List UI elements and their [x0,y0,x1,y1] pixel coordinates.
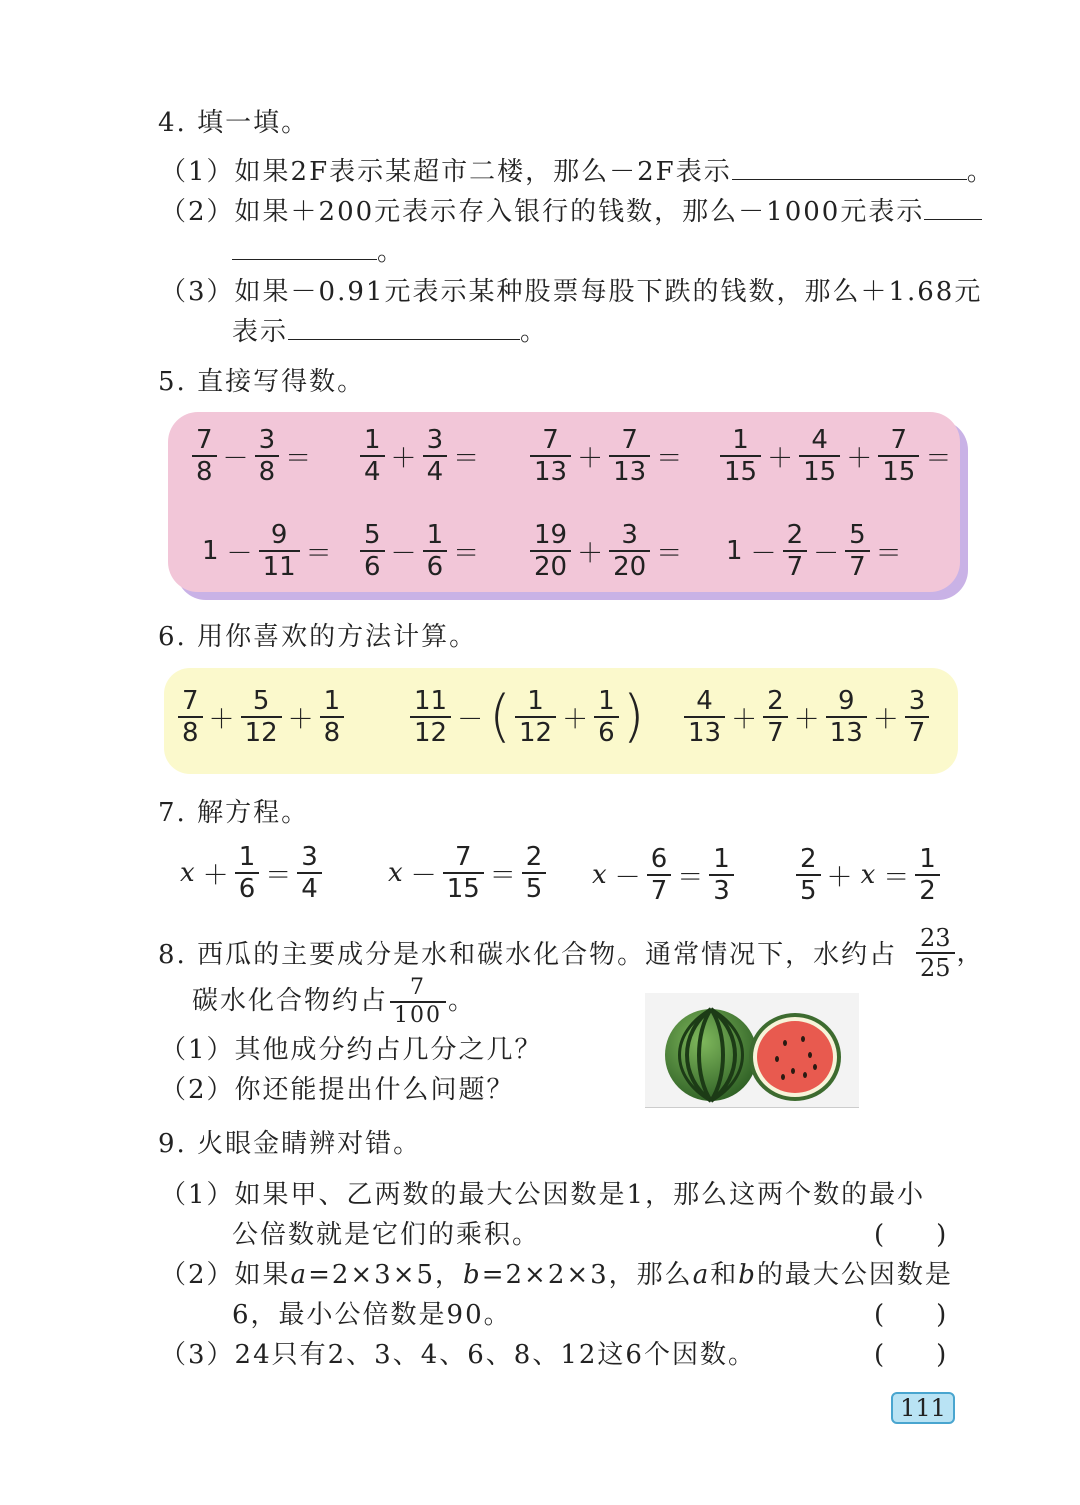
math-symbol: － [457,704,484,735]
fraction-denominator: 7 [849,552,866,582]
fraction-denominator: 13 [688,718,722,748]
fraction [647,844,672,906]
math-symbol: ＋ [577,538,604,569]
math-symbol: ) [622,684,645,749]
fraction [235,842,260,904]
q7-eq4 [794,844,942,906]
math-symbol: － [614,862,641,893]
q4-item-1 [160,152,995,192]
fraction [796,844,821,906]
q5-r2-e4 [722,520,906,582]
math-symbol: 1 [726,536,743,566]
q5-r1-e1 [190,425,315,487]
fraction [255,425,280,487]
math-symbol: － [390,538,417,569]
fraction [720,425,761,487]
math-symbol: ＝ [656,538,683,569]
page-number: 111 [891,1392,955,1424]
fraction [423,520,448,582]
fraction [410,686,451,748]
fraction [530,520,571,582]
q5-r2-e2 [358,520,483,582]
q6-e1 [176,686,346,748]
q4-item-3-text: 如果－0.91元表示某种股票每股下跌的钱数，那么＋1.68元 [234,277,983,307]
fraction-numerator: 5 [845,520,870,552]
q4-item-1-end: 。 [966,157,995,187]
fraction [241,686,282,748]
fraction-denominator: 7 [908,718,926,748]
q4-item-2-end: 。 [377,237,406,267]
q7-eq1 [176,842,324,904]
fraction-denominator: 8 [182,718,199,748]
fraction-numerator: 23 [916,924,955,954]
fraction [609,520,650,582]
q5-title: 5. 直接写得数。 [158,367,366,397]
fraction [192,425,217,487]
math-symbol: ＝ [656,443,683,474]
fraction-denominator: 4 [301,874,318,904]
math-symbol: ＝ [883,862,910,893]
q5-r2-e3 [528,520,686,582]
fraction-denominator: 6 [364,552,381,582]
watermelon-image [645,993,859,1108]
q4-item-3-label: （3） [160,277,235,307]
fraction-numerator: 1 [720,425,761,457]
fraction-numerator: 1 [594,686,619,718]
q5-r2-e1 [198,520,336,582]
q5-r1-e3 [528,425,686,487]
q4-item-2-text: 如果＋200元表示存入银行的钱数，那么－1000元表示 [234,197,925,227]
fraction-numerator: 1 [235,842,260,874]
fraction-numerator: 1 [320,686,345,718]
fraction [522,842,547,904]
fraction-denominator: 3 [713,876,730,906]
fraction-numerator: 7 [443,842,484,874]
fraction-denominator: 6 [598,718,615,748]
q8-carb-fraction [390,975,446,1029]
fraction [799,425,840,487]
math-symbol: ＋ [208,704,235,735]
fraction-numerator: 19 [530,520,571,552]
fraction-numerator: 7 [390,975,446,1003]
fraction-denominator: 100 [394,1003,443,1028]
fraction [530,425,571,487]
fraction-denominator: 15 [724,457,758,487]
q4-item-3-text2: 表示 [232,317,289,347]
math-symbol: x [180,858,195,888]
math-symbol: ＝ [925,443,952,474]
q6-title: 6. 用你喜欢的方法计算。 [158,622,478,652]
fraction [443,842,484,904]
fraction-numerator: 7 [178,686,203,718]
fraction [905,686,930,748]
fraction [297,842,322,904]
math-symbol: ＋ [577,443,604,474]
q4-item-1-label: （1） [160,157,235,187]
fraction-denominator: 5 [525,874,543,904]
fraction-numerator: 2 [783,520,808,552]
fraction [259,520,300,582]
fraction-denominator: 13 [829,718,863,748]
fraction-denominator: 13 [613,457,647,487]
fraction-numerator: 3 [423,425,448,457]
fraction [915,844,940,906]
fraction-denominator: 15 [882,457,916,487]
math-symbol: ＋ [793,704,820,735]
fraction-denominator: 4 [426,457,444,487]
fraction-numerator: 2 [763,686,788,718]
math-symbol: － [750,538,777,569]
fraction [320,686,345,748]
fraction-denominator: 8 [323,718,341,748]
fraction-numerator: 1 [915,844,940,876]
fraction-denominator: 4 [364,457,381,487]
fraction [178,686,203,748]
fraction-numerator: 2 [796,844,821,876]
math-symbol: ＋ [287,704,314,735]
math-symbol: ＝ [265,860,292,891]
fraction [845,520,870,582]
fraction [515,686,556,748]
q8-line1: 8. 西瓜的主要成分是水和碳水化合物。通常情况下，水约占 [158,940,898,970]
fraction-numerator: 3 [297,842,322,874]
fraction-denominator: 11 [262,552,296,582]
q9-item-1a: （1）如果甲、乙两数的最大公因数是1，那么这两个数的最小 [160,1180,926,1210]
fraction-numerator: 9 [259,520,300,552]
fraction [609,425,650,487]
q9-item-1b: 公倍数就是它们的乘积。 [232,1220,541,1250]
fraction-numerator: 9 [826,686,867,718]
q9-item-2a: （2）如果a=2×3×5，b=2×2×3，那么a和b的最大公因数是 [160,1260,953,1290]
math-symbol: ＝ [453,538,480,569]
math-symbol: 1 [202,536,219,566]
fraction-denominator: 2 [919,876,936,906]
q4-item-2 [160,192,982,232]
fraction [594,686,619,748]
fraction-numerator: 5 [241,686,282,718]
answer-paren[interactable]: ( ) [874,1220,947,1250]
answer-blank[interactable] [924,193,982,220]
fraction-numerator: 7 [192,425,217,457]
fraction [360,520,385,582]
fraction-numerator: 5 [360,520,385,552]
math-symbol: ＝ [875,538,902,569]
q4-title: 4. 填一填。 [158,108,310,138]
q8-water-fraction: $\frac{23}{25}$ ， [914,924,985,982]
q5-r1-e4 [718,425,955,487]
fraction-numerator: 3 [255,425,280,457]
q9-item-2b: 6，最小公倍数是90。 [232,1300,512,1330]
math-symbol: ＝ [677,862,704,893]
q9-item-3: （3）24只有2、3、4、6、8、12这6个因数。 [160,1340,756,1370]
fraction-numerator: 1 [360,425,385,457]
math-symbol: ＋ [390,443,417,474]
math-symbol: － [226,538,253,569]
fraction [826,686,867,748]
q4-item-1-text: 如果2F表示某超市二楼，那么－2F表示 [234,157,732,187]
fraction-denominator: 15 [446,874,480,904]
fraction [684,686,725,748]
fraction-denominator: 15 [803,457,837,487]
fraction [878,425,919,487]
fraction-numerator: 3 [905,686,930,718]
fraction-denominator: 8 [196,457,213,487]
fraction [423,425,448,487]
q4-item-2-label: （2） [160,197,235,227]
fraction-numerator: 7 [530,425,571,457]
math-symbol: － [222,443,249,474]
fraction [763,686,788,748]
math-symbol: ＋ [731,704,758,735]
fraction-numerator: 1 [423,520,448,552]
fraction-denominator: 12 [244,718,278,748]
q4-item-3-cont [232,312,548,352]
fraction-numerator: 11 [410,686,451,718]
math-symbol: ＋ [767,443,794,474]
q4-item-2-cont [232,232,405,272]
math-symbol: ＝ [305,538,332,569]
math-symbol: ＝ [285,443,312,474]
fraction-denominator: 20 [613,552,647,582]
fraction-numerator: 4 [799,425,840,457]
math-symbol: ( [489,684,511,749]
q9-title: 9. 火眼金睛辨对错。 [158,1129,422,1159]
math-symbol: x [860,860,876,890]
fraction-denominator: 20 [534,552,568,582]
fraction [916,924,955,982]
fraction-denominator: 7 [786,552,804,582]
fraction-denominator: 7 [650,876,668,906]
q8-sub1: （1）其他成分约占几分之几？ [160,1035,543,1065]
fraction-denominator: 6 [238,874,256,904]
q6-e3 [682,686,931,748]
fraction-denominator: 13 [534,457,568,487]
math-symbol: － [813,538,840,569]
fraction-denominator: 7 [767,718,784,748]
fraction-denominator: 6 [426,552,444,582]
fraction-numerator: 7 [878,425,919,457]
q7-eq3 [588,844,736,906]
q7-eq2 [384,842,548,904]
q8-sub2: （2）你还能提出什么问题？ [160,1075,515,1105]
math-symbol: － [410,860,437,891]
math-symbol: ＋ [826,862,853,893]
fraction-denominator: 12 [414,718,448,748]
q8-line2: 碳水化合物约占 $\frac{7}{100}$ 。 [192,975,477,1028]
math-symbol: ＋ [202,860,229,891]
fraction-numerator: 3 [609,520,650,552]
math-symbol: ＋ [872,704,899,735]
math-symbol: x [388,858,403,888]
math-symbol: ＝ [489,860,516,891]
fraction-numerator: 2 [522,842,547,874]
math-symbol: ＋ [562,704,589,735]
fraction [709,844,734,906]
math-symbol: x [592,860,607,890]
q7-title: 7. 解方程。 [158,798,310,828]
q4-item-3 [160,272,982,312]
q5-r1-e2 [358,425,483,487]
fraction-numerator: 1 [709,844,734,876]
answer-blank[interactable] [288,313,520,340]
fraction-numerator: 1 [515,686,556,718]
answer-paren[interactable]: ( ) [874,1340,947,1370]
fraction-numerator: 6 [647,844,672,876]
fraction-denominator: 25 [920,954,951,982]
fraction [783,520,808,582]
answer-paren[interactable]: ( ) [874,1300,947,1330]
fraction-numerator: 7 [609,425,650,457]
q4-item-3-end: 。 [520,317,549,347]
math-symbol: ＋ [846,443,873,474]
fraction-denominator: 12 [518,718,553,748]
fraction-numerator: 4 [684,686,725,718]
answer-blank[interactable] [232,233,377,260]
fraction [360,425,385,487]
watermelon-illustration [645,993,859,1107]
q6-e2 [408,686,646,748]
fraction-denominator: 5 [800,876,817,906]
math-symbol: ＝ [453,443,480,474]
answer-blank[interactable] [732,153,967,180]
fraction-denominator: 8 [258,457,276,487]
